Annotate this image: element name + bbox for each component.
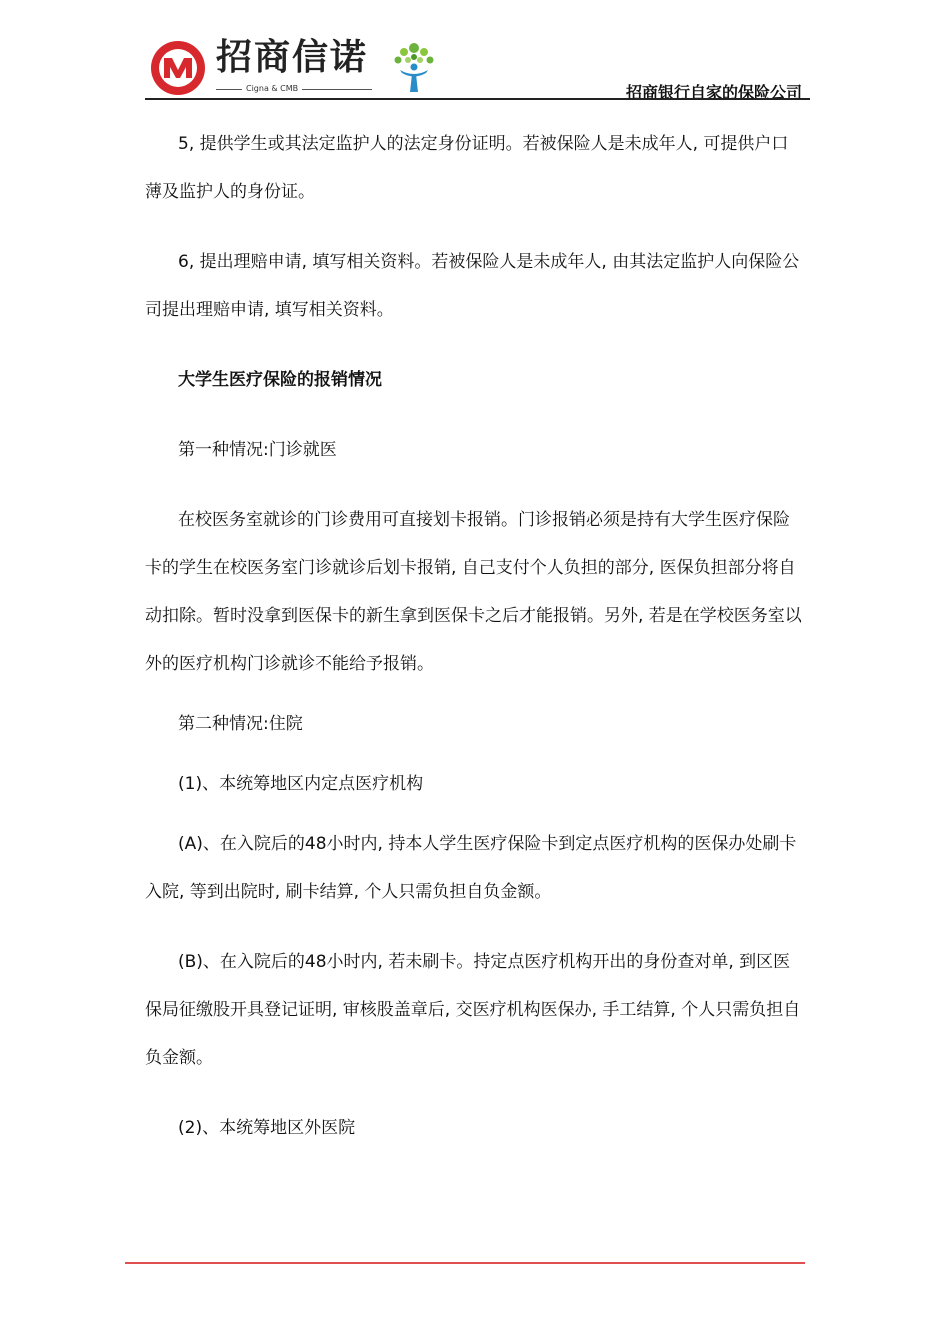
logo-subtitle: Cigna & CMB [246, 84, 299, 93]
item-1: (1)、本统筹地区内定点医疗机构 [178, 774, 424, 794]
item-b: (B)、在入院后的48小时内, 若未刷卡。持定点医疗机构开出的身份查对单, 到区医保局征缴股开具登记证明, 审核股盖章后, 交医疗机构医保办, 手工结算, 个人只需负担自负金额。 [145, 952, 801, 1068]
document-body [145, 120, 805, 1152]
case-1-body: 在校医务室就诊的门诊费用可直接划卡报销。门诊报销必须是持有大学生医疗保险卡的学生在校医务室门诊就诊后划卡报销, 自己支付个人负担的部分, 医保负担部分将自动扣除。暂时没拿到医保卡的新生拿到医保卡之后才能报销。另外, 若是在学校医务室以外的医疗机构门诊就诊不能给予报销。 [145, 510, 802, 674]
company-logo [150, 36, 440, 96]
header-divider [145, 98, 810, 100]
item-a: (A)、在入院后的48小时内, 持本人学生医疗保险卡到定点医疗机构的医保办处刷卡入院, 等到出院时, 刷卡结算, 个人只需负担自负金额。 [145, 834, 797, 902]
case-2-title: 第二种情况:住院 [178, 714, 303, 734]
cmb-logo-icon [150, 40, 206, 96]
tree-person-icon [386, 40, 442, 96]
case-1-title: 第一种情况:门诊就医 [178, 440, 337, 460]
item-2: (2)、本统筹地区外医院 [178, 1118, 356, 1138]
logo-divider [216, 89, 242, 90]
page-header [145, 34, 810, 100]
footer-divider [125, 1262, 805, 1264]
logo-text: 招商信诺 [216, 37, 369, 78]
paragraph-item-5: 5, 提供学生或其法定监护人的法定身份证明。若被保险人是未成年人, 可提供户口薄及监护人的身份证。 [145, 134, 789, 202]
section-title: 大学生医疗保险的报销情况 [178, 370, 382, 390]
paragraph-item-6: 6, 提出理赔申请, 填写相关资料。若被保险人是未成年人, 由其法定监护人向保险公司提出理赔申请, 填写相关资料。 [145, 252, 800, 320]
header-slogan: 招商银行自家的保险公司 [625, 83, 802, 102]
logo-divider [302, 89, 372, 90]
